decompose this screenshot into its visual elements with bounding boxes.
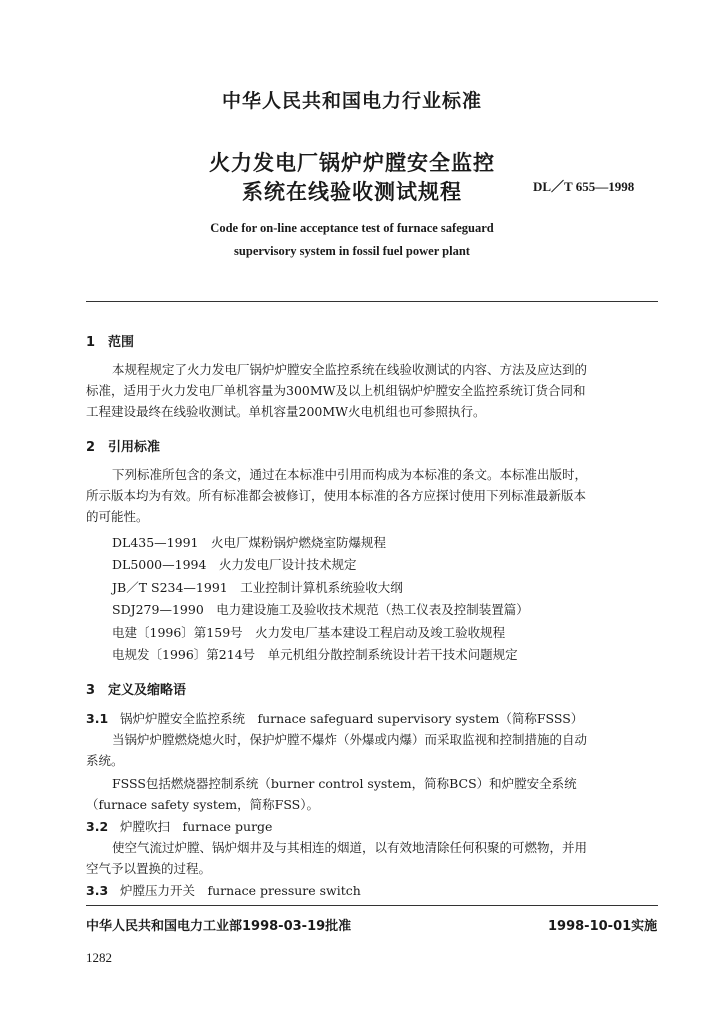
approval-statement: 中华人民共和国电力工业部1998-03-19批准 bbox=[86, 919, 352, 934]
reference-item: DL5000—1994 火力发电厂设计技术规定 bbox=[112, 557, 357, 572]
title-line-2: 系统在线验收测试规程 bbox=[242, 180, 462, 204]
text-line: 工程建设最终在线验收测试。单机容量200MW火电机组也可参照执行。 bbox=[86, 404, 486, 419]
text-line: 使空气流过炉膛、锅炉烟井及与其相连的烟道，以有效地清除任何积聚的可燃物，并用 bbox=[112, 840, 588, 855]
implementation-date: 1998-10-01实施 bbox=[548, 919, 658, 934]
issuing-organization: 中华人民共和国电力行业标准 bbox=[221, 90, 482, 112]
text-line: 当锅炉炉膛燃烧熄火时，保护炉膛不爆炸（外爆或内爆）而采取监视和控制措施的自动 bbox=[112, 732, 588, 747]
reference-item: DL435—1991 火电厂煤粉锅炉燃烧室防爆规程 bbox=[112, 535, 386, 550]
text-line: 本规程规定了火力发电厂锅炉炉膛安全监控系统在线验收测试的内容、方法及应达到的 bbox=[112, 362, 588, 377]
clause-3-1-number: 3.1 bbox=[86, 711, 109, 726]
clause-3-1-note bbox=[86, 773, 658, 815]
text-line: 空气予以置换的过程。 bbox=[86, 861, 212, 876]
section-3-heading bbox=[86, 679, 186, 698]
section-2-title: 引用标准 bbox=[108, 440, 161, 455]
standard-code: DL／T 655—1998 bbox=[533, 179, 635, 194]
reference-item: 电规发〔1996〕第214号 单元机组分散控制系统设计若干技术问题规定 bbox=[112, 647, 518, 662]
text-line: 所示版本均为有效。所有标准都会被修订，使用本标准的各方应探讨使用下列标准最新版本 bbox=[86, 488, 587, 503]
text-line: 下列标准所包含的条文，通过在本标准中引用而构成为本标准的条文。本标准出版时， bbox=[112, 467, 588, 482]
text-line: （furnace safety system，简称FSS）。 bbox=[86, 797, 319, 812]
clause-3-2-number: 3.2 bbox=[86, 819, 109, 834]
clause-3-3-number: 3.3 bbox=[86, 883, 109, 898]
reference-item: JB／T S234—1991 工业控制计算机系统验收大纲 bbox=[112, 580, 403, 595]
reference-item: 电建〔1996〕第159号 火力发电厂基本建设工程启动及竣工验收规程 bbox=[112, 625, 506, 640]
clause-3-2-title: 炉膛吹扫 furnace purge bbox=[120, 819, 273, 834]
section-3-number: 3 bbox=[86, 683, 96, 698]
clause-3-2-heading bbox=[86, 817, 272, 835]
section-2-number: 2 bbox=[86, 440, 96, 455]
header-divider bbox=[86, 301, 658, 302]
clause-3-3-heading bbox=[86, 881, 361, 899]
section-1-body bbox=[86, 359, 658, 422]
text-line: 标准，适用于火力发电厂单机容量为300MW及以上机组锅炉炉膛安全监控系统订货合同和 bbox=[86, 383, 586, 398]
clause-3-3-title: 炉膛压力开关 furnace pressure switch bbox=[120, 883, 361, 898]
section-2-heading bbox=[86, 436, 160, 455]
clause-3-2-body bbox=[86, 837, 658, 879]
english-title-line-1: Code for on-line acceptance test of furnace safeguard bbox=[210, 221, 494, 235]
section-3-title: 定义及缩略语 bbox=[108, 683, 187, 698]
section-1-number: 1 bbox=[86, 335, 96, 350]
page-number: 1282 bbox=[86, 950, 112, 965]
text-line: 系统。 bbox=[86, 753, 124, 768]
footer-divider bbox=[86, 905, 658, 906]
reference-item: SDJ279—1990 电力建设施工及验收技术规范（热工仪表及控制装置篇） bbox=[112, 602, 529, 617]
text-line: 的可能性。 bbox=[86, 509, 149, 524]
section-1-title: 范围 bbox=[108, 335, 135, 350]
title-line-1: 火力发电厂锅炉炉膛安全监控 bbox=[209, 151, 495, 175]
clause-3-1-body bbox=[86, 729, 658, 771]
section-2-body bbox=[86, 464, 658, 527]
clause-3-1-heading bbox=[86, 709, 583, 727]
section-1-heading bbox=[86, 331, 134, 350]
text-line: FSSS包括燃烧器控制系统（burner control system，简称BCS）和炉膛安全系统 bbox=[112, 776, 577, 791]
english-title-line-2: supervisory system in fossil fuel power plant bbox=[234, 244, 470, 258]
clause-3-1-title: 锅炉炉膛安全监控系统 furnace safeguard supervisory system（简称FSSS） bbox=[120, 711, 584, 726]
